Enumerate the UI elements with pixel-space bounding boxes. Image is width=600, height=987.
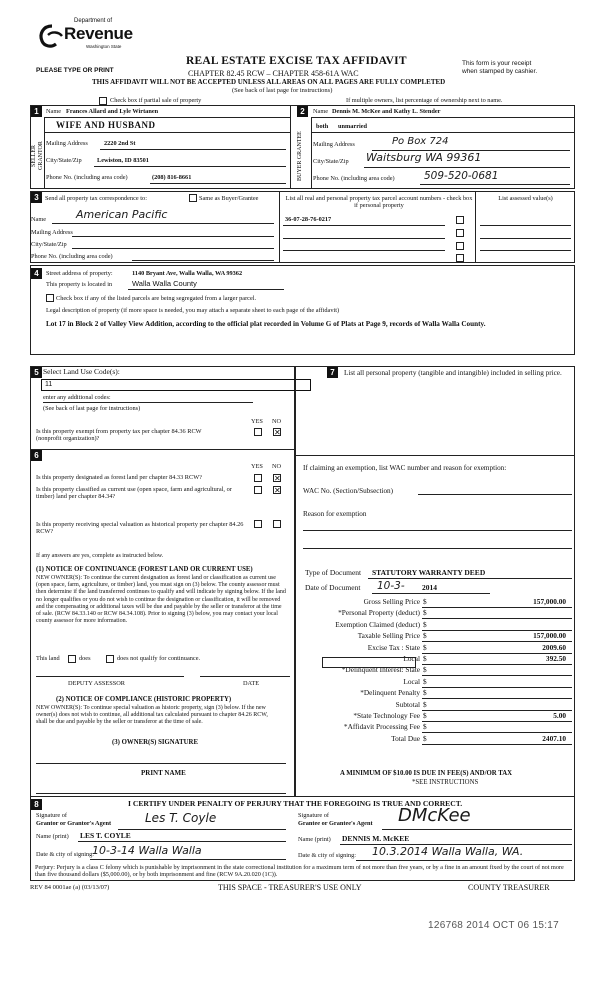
perjury-note: Perjury: Perjury is a class C felony which is punishable by imprisonment in the state correctional institution for a maximum term of not more than five years, or by a fine in an amount fixed by the court of not more than five thousand dollars ($5,000.00), or by both imprisonment and fine (RCW 9A.20.020 (1C)). [35,864,564,879]
section-5-num: 5 [31,367,42,378]
seller-name-label: Name [46,108,62,115]
tax-line-value[interactable]: 392.50 [545,654,566,663]
form-revision: REV 84 0001ae (a) (03/13/07) [30,884,110,891]
parcel-2-personal-checkbox[interactable] [456,229,464,237]
tax-line-label: Total Due [391,733,420,743]
revenue-logo [36,14,133,66]
exemption-label: If claiming an exemption, list WAC number and reason for exemption: [303,464,507,472]
street-address[interactable]: 1140 Bryant Ave, Walla Walla, WA 99362 [132,270,243,277]
same-as-buyer-label: Same as Buyer/Grantee [199,195,259,202]
minimum-fee-note: A MINIMUM OF $10.00 IS DUE IN FEE(S) AND/OR TAX [340,770,513,777]
tax-line-label: Subtotal [395,699,420,709]
receipt-note: This form is your receipt [462,60,532,67]
forest-question: Is this property designated as forest land per chapter 84.33 RCW? [36,474,202,481]
local-rate-box[interactable] [322,657,416,668]
buyer-mailing[interactable]: Po Box 724 [392,136,449,147]
tax-line-currency: $ [423,733,427,743]
buyer-name-label: Name [313,108,329,115]
section-8-num: 8 [31,799,42,810]
sig-left-label-2: Grantor or Grantor's Agent [36,820,112,827]
assessed-header: List assessed value(s) [498,195,553,202]
treasurer-stamp: 126768 2014 OCT 06 15:17 [428,920,560,931]
exempt-no-checkbox[interactable]: ✕ [274,428,281,437]
land-use-label: Select Land Use Code(s): [43,367,120,376]
signature-grantee[interactable]: DMcKee [398,805,471,826]
tax-line-label: Gross Selling Price [363,597,420,606]
section-7-num: 7 [327,367,338,378]
tax-line-value[interactable]: 157,000.00 [533,597,566,606]
corr-name[interactable]: American Pacific [76,208,168,221]
tax-line-label: Exemption Claimed (deduct) [335,619,420,629]
buyer-phone-label: Phone No. (including area code) [313,175,395,182]
buyer-name-2a[interactable]: both [316,123,329,130]
corr-phone-label: Phone No. (including area code) [31,253,113,260]
tax-line-value[interactable]: 157,000.00 [533,631,566,641]
date-city-right-label: Date & city of signing: [298,852,357,859]
historic-question: Is this property receiving special valuation as historical property per chapter 84.26 RCW? [36,521,244,536]
land-use-value: 11 [45,381,53,388]
please-type: PLEASE TYPE OR PRINT [36,67,114,74]
does-checkbox[interactable] [68,655,76,663]
sig-left-label-1: Signature of [36,812,67,819]
tax-line-value[interactable]: 2009.60 [542,642,566,652]
form-warning: THIS AFFIDAVIT WILL NOT BE ACCEPTED UNLESS ALL AREAS ON ALL PAGES ARE FULLY COMPLETED [92,78,446,86]
additional-codes-label: enter any additional codes: [43,394,111,401]
corr-city-label: City/State/Zip [31,241,67,248]
parcel-1-personal-checkbox[interactable] [456,216,464,224]
tax-line-currency: $ [423,711,427,720]
doc-date-label: Date of Document [305,583,361,592]
seller-phone-label: Phone No. (including area code) [46,174,128,181]
parties-divider [290,105,291,189]
tax-line-label: *Affidavit Processing Fee [343,722,420,732]
doc-type-label: Type of Document [305,568,362,577]
current-use-no-checkbox[interactable]: ✕ [274,486,281,495]
s5-no-header: NO [272,418,282,425]
notice-1-body: NEW OWNER(S): To continue the current designation as forest land or classification as current use (open space, farm, agriculture, or timber) land, you must sign on (3) below. The county assessor must then determine if the land transferred continues to qualify and will indicate by signing below. If the land no longer qualifies or you do not wish to continue the designation or classification, it will be removed and the compensating or additional taxes will be due and payable by the seller or transferor at the time of sale. (RCW 84.33.140 or RCW 84.34.108). Prior to signing (3) below, you may contact your local county assessor for more information. [36,575,286,625]
seller-city[interactable]: Lewiston, ID 83501 [97,157,149,164]
seller-phone[interactable]: (208) 816-8661 [152,174,192,181]
revenue-logo-icon [36,22,66,52]
tax-line-currency: $ [423,676,427,686]
s5-yes-header: YES [251,418,263,425]
buyer-phone[interactable]: 509-520-0681 [424,170,499,182]
located-county[interactable]: Walla Walla County [132,279,197,288]
corr-mailing-label: Mailing Address [31,229,73,236]
legal-label: Legal description of property (if more space is needed, you may attach a separate sheet to each page of the affidavit) [46,307,340,314]
s6-no-header: NO [272,463,282,470]
name-print-left-label: Name (print) [36,833,69,840]
seller-name-2[interactable]: WIFE AND HUSBAND [56,120,156,130]
logo-word: Revenue [64,24,133,43]
notice-1-title: (1) NOTICE OF CONTINUANCE (FOREST LAND OR CURRENT USE) [36,566,253,573]
historic-no-checkbox[interactable] [273,520,281,528]
seller-city-label: City/State/Zip [46,157,82,164]
personal-property-label: List all personal property (tangible and intangible) included in selling price. [344,369,562,377]
doc-year[interactable]: 2014 [422,583,437,592]
parcels-header: List all real and personal property tax parcel account numbers - check box if personal property [285,195,473,210]
land-use-input[interactable] [41,379,311,391]
tax-line-currency: $ [423,608,427,618]
seller-side-label: SELLER GRANTOR [31,141,44,171]
print-name-label: PRINT NAME [141,769,186,777]
see-back-note: (See back of last page for instructions) [43,405,141,412]
section-2-num: 2 [297,106,308,117]
buyer-name-2b[interactable]: unmarried [338,123,368,130]
tax-line-currency: $ [423,665,427,675]
buyer-city-label: City/State/Zip [313,158,349,165]
tax-line-label: Taxable Selling Price [357,631,420,641]
tax-line-currency: $ [423,631,427,641]
date-city-right[interactable]: 10.3.2014 Walla Walla, WA. [372,845,524,858]
see-instructions: *SEE INSTRUCTIONS [412,779,479,786]
seller-mailing[interactable]: 2220 2nd St [104,140,136,147]
buyer-mailing-label: Mailing Address [313,141,355,148]
tax-line-label: Local [403,676,420,686]
tax-line-currency: $ [423,688,427,698]
corr-name-label: Name [31,216,47,223]
parcel-4-personal-checkbox[interactable] [456,254,464,262]
tax-line-value[interactable]: 5.00 [553,711,566,720]
back-note: (See back of last page for instructions) [232,87,333,94]
this-land-label: This land [36,655,60,662]
does-not-checkbox[interactable] [106,655,114,663]
seller-mailing-label: Mailing Address [46,140,88,147]
wac-label: WAC No. (Section/Subsection) [303,487,394,495]
multiple-owners-note: If multiple owners, list percentage of ownership next to name. [346,97,503,104]
logo-department: Department of [74,18,113,24]
segregated-label: Check box if any of the listed parcels are being segregated from a larger parcel. [56,295,257,302]
notice-2-title: (2) NOTICE OF COMPLIANCE (HISTORIC PROPERTY) [56,696,232,703]
tax-line-label: *State Technology Fee [353,711,420,720]
parcel-number-1[interactable]: 36-07-28-76-0217 [285,216,332,223]
treasurer-use-only: THIS SPACE - TREASURER'S USE ONLY [218,883,362,892]
section-4-num: 4 [31,268,42,279]
date-city-left-label: Date & city of signing: [36,851,95,858]
exempt-question: Is this property exempt from property tax per chapter 84.36 RCW (nonprofit organization)? [36,428,202,443]
tax-line-currency: $ [423,619,427,629]
sig-right-label-2: Grantee or Grantee's Agent [298,820,373,827]
deputy-assessor-label: DEPUTY ASSESSOR [68,680,125,687]
notice-2-body: NEW OWNER(S): To continue special valuation as historic property, sign (3) below. If the new owner(s) does not wish to continue, all additional tax calculated pursuant to chapter 84.26 RCW, shall be due and payable by the seller or transferor at the time of sale. [36,705,268,726]
tax-line-currency: $ [423,722,427,732]
if-yes-note: If any answers are yes, complete as instructed below. [36,553,164,559]
tax-line-label: *Delinquent Penalty [360,688,420,698]
form-chapter: CHAPTER 82.45 RCW – CHAPTER 458-61A WAC [188,69,359,78]
tax-line-currency: $ [423,597,427,606]
doc-date[interactable]: 10-3- [377,580,405,592]
name-print-right[interactable]: DENNIS M. McKEE [342,834,410,843]
certify-statement: I CERTIFY UNDER PENALTY OF PERJURY THAT THE FOREGOING IS TRUE AND CORRECT. [128,799,463,808]
sig-right-label-1: Signature of [298,812,329,819]
partial-sale-label: Check box if partial sale of property [110,97,202,104]
tax-line-currency: $ [423,699,427,709]
buyer-name[interactable]: Dennis M. McKee and Kathy L. Stender [332,108,441,115]
section-3-num: 3 [31,192,42,203]
s6-yes-header: YES [251,463,263,470]
exempt-yes-checkbox[interactable] [254,428,262,436]
section-1-num: 1 [31,106,42,117]
receipt-note-2: when stamped by cashier. [462,68,538,75]
reason-label: Reason for exemption [303,510,367,518]
tax-line-value[interactable]: 2407.10 [542,733,566,743]
name-print-right-label: Name (print) [298,836,331,843]
does-label: does [79,655,91,662]
assessor-date-label: DATE [243,680,260,687]
county-treasurer: COUNTY TREASURER [468,883,550,892]
historic-yes-checkbox[interactable] [254,520,262,528]
section-6-num: 6 [31,450,42,461]
buyer-side-label: BUYER GRANTEE [297,131,303,181]
parcel-3-personal-checkbox[interactable] [456,242,464,250]
located-label: This property is located in [46,281,113,288]
date-city-left[interactable]: 10-3-14 Walla Walla [92,844,202,857]
tax-line-currency: $ [423,642,427,652]
current-use-yes-checkbox[interactable] [254,486,262,494]
name-print-left[interactable]: LES T. COYLE [80,831,131,840]
doc-type[interactable]: STATUTORY WARRANTY DEED [372,568,486,577]
legal-description[interactable]: Lot 17 in Block 2 of Valley View Addition, according to the official plat recorded in Volume G of Plats at Page 9, records of Walla Walla County. [46,320,486,328]
tax-line-label: *Personal Property (deduct) [338,608,420,618]
segregated-checkbox[interactable] [46,294,54,302]
tax-line-label: *Delinquent Interest: State [341,665,420,675]
seller-name[interactable]: Frances Allard and Lyle Wirtanen [66,108,159,115]
tax-line-label: Excise Tax : State [367,642,420,652]
does-not-label: does not qualify for continuance. [117,655,201,662]
signature-grantor[interactable]: Les T. Coyle [145,811,217,825]
tax-line-label: Local [403,654,420,663]
street-label: Street address of property: [46,270,113,277]
owners-signature-label: (3) OWNER(S) SIGNATURE [112,739,198,746]
form-title: REAL ESTATE EXCISE TAX AFFIDAVIT [186,55,407,67]
logo-state: Washington State [86,44,122,49]
tax-line-currency: $ [423,654,427,663]
same-as-buyer-checkbox[interactable] [189,194,197,202]
partial-sale-checkbox[interactable] [99,97,107,105]
correspondence-label: Send all property tax correspondence to: [45,195,147,202]
forest-no-checkbox[interactable]: ✕ [274,474,281,483]
forest-yes-checkbox[interactable] [254,474,262,482]
buyer-city[interactable]: Waitsburg WA 99361 [366,151,482,164]
current-use-question: Is this property classified as current use (open space, farm and agricultural, or timber) land per chapter 84.34? [36,486,232,501]
